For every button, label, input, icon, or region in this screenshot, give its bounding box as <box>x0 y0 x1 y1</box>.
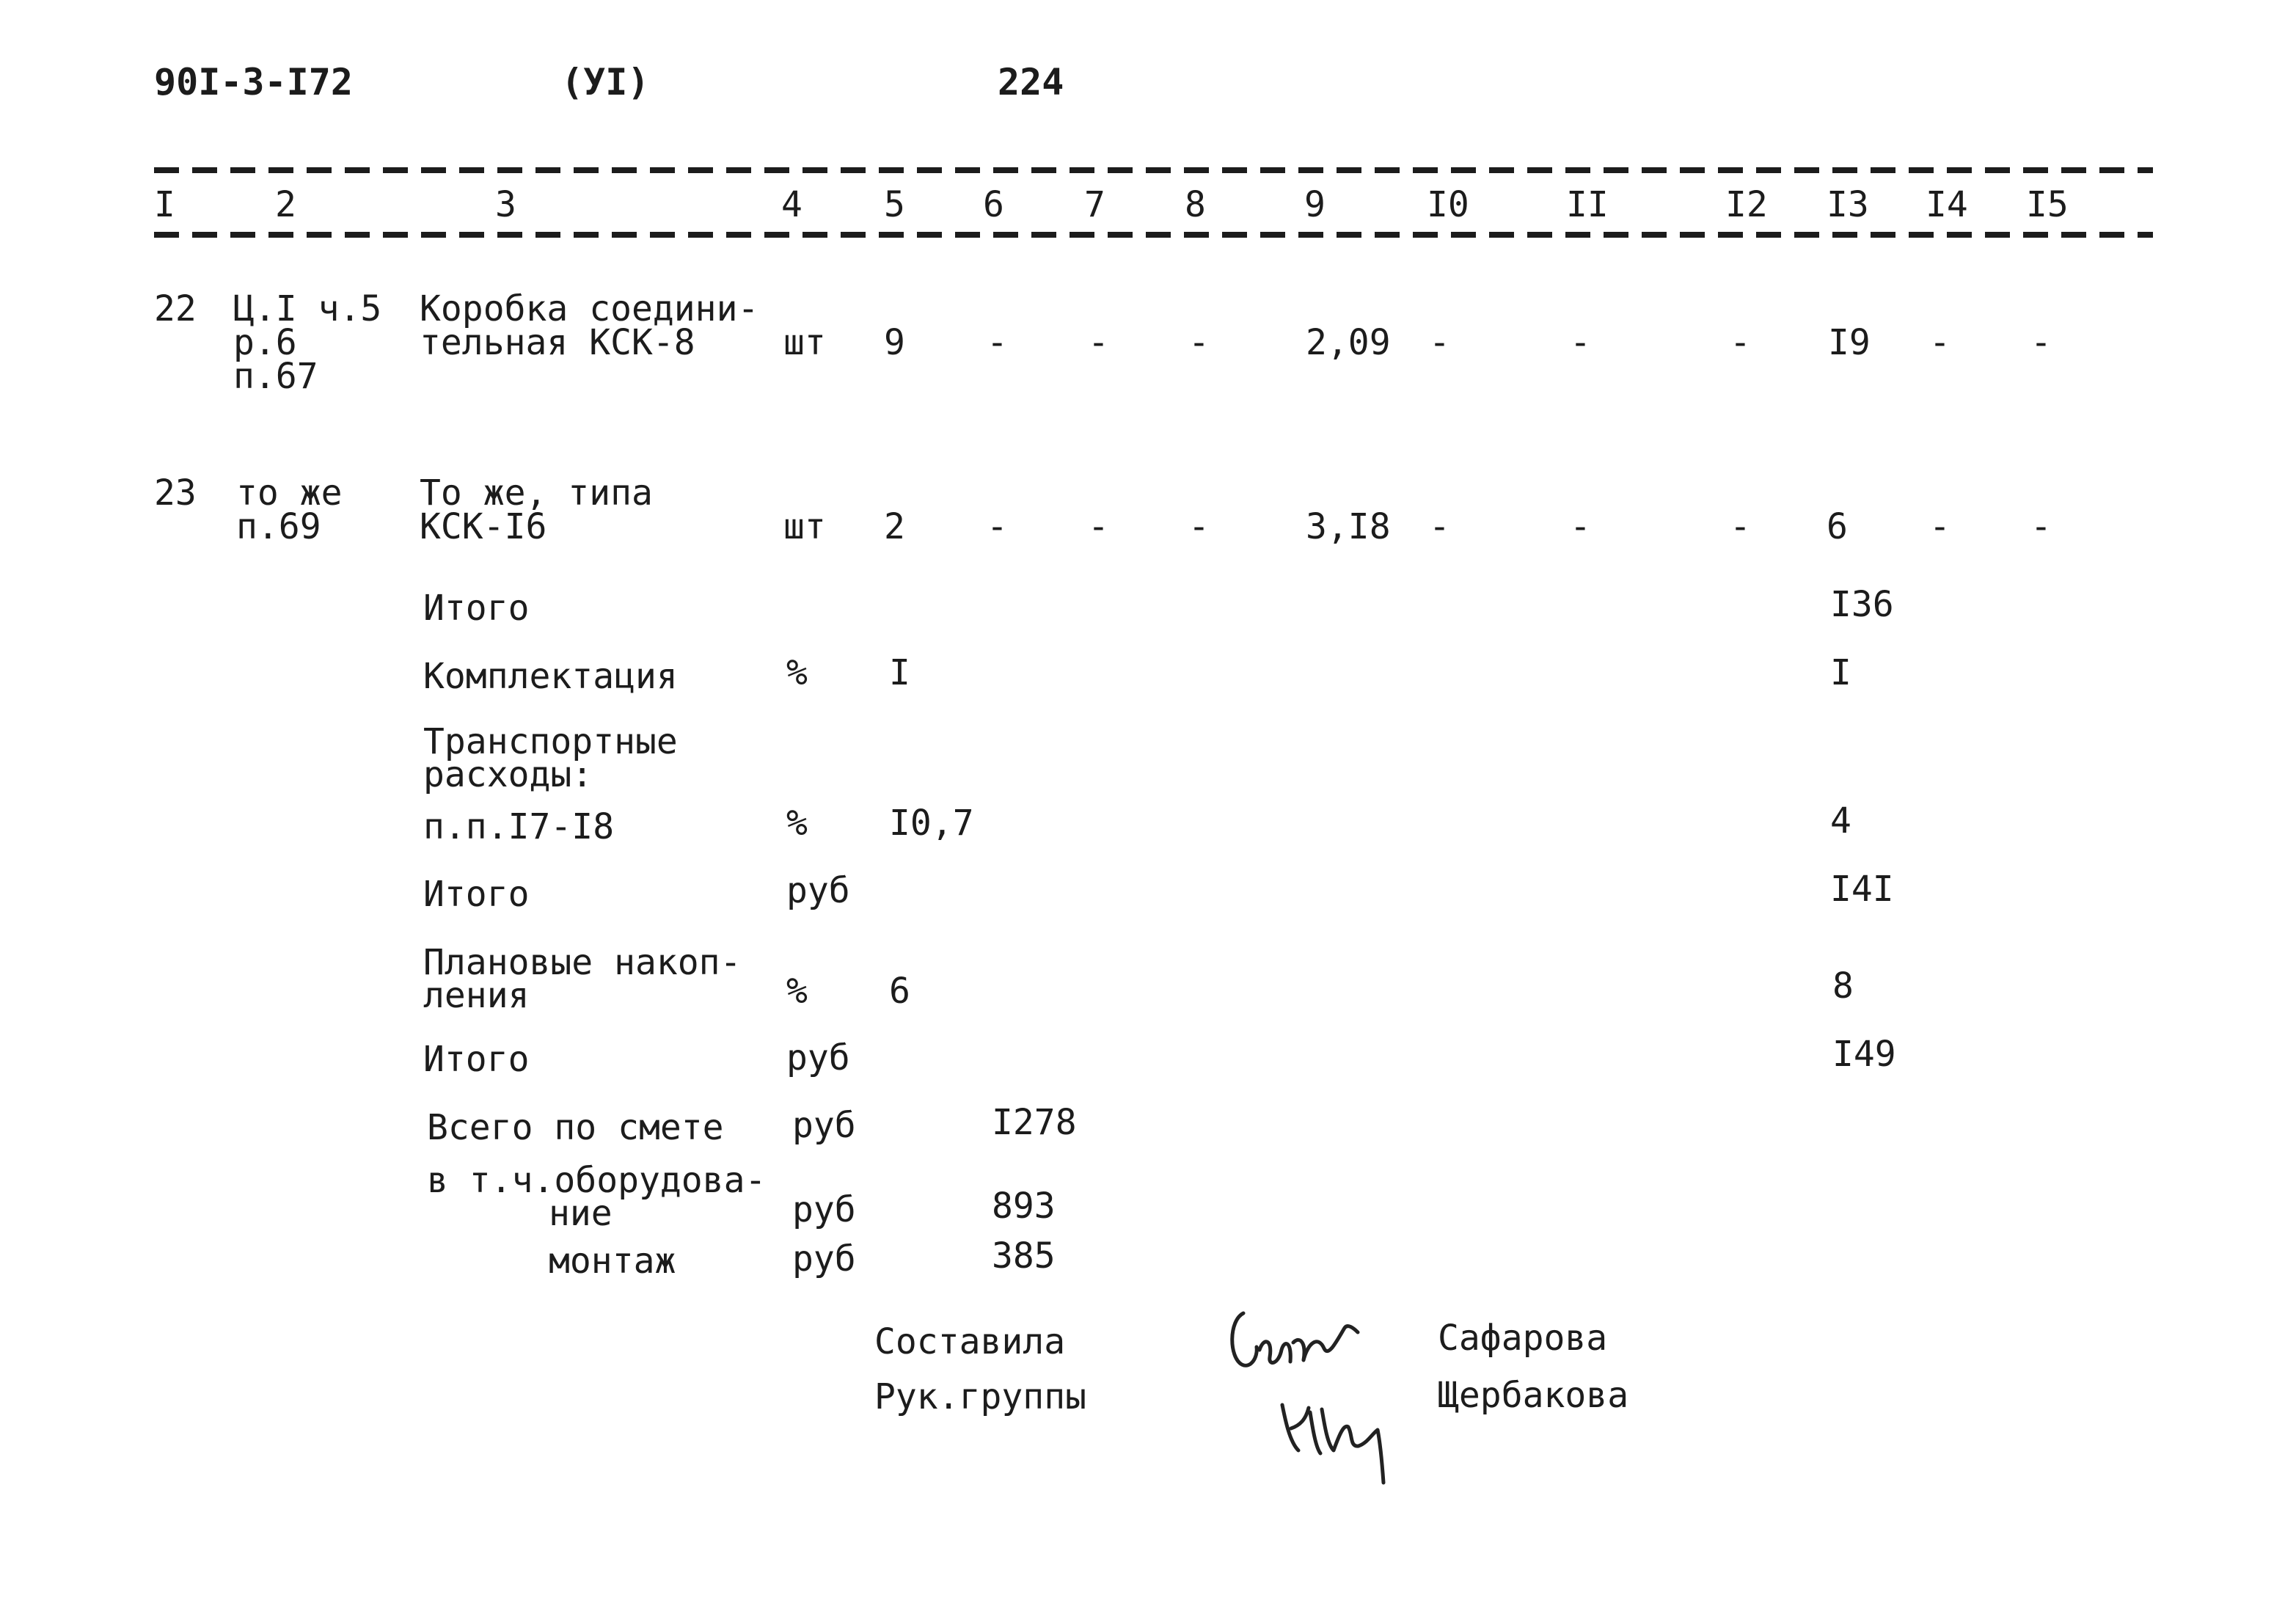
row-cell: - <box>1188 506 1210 547</box>
group-head-label: Рук.группы <box>874 1376 1086 1417</box>
row-cell: - <box>1929 322 1950 363</box>
summary-unit: руб <box>786 870 850 911</box>
handwritten-signature-group-head <box>1276 1383 1408 1486</box>
summary-label: Плановые накоп- <box>423 942 742 983</box>
estimate-mount-value: 385 <box>992 1235 1056 1277</box>
column-header: I4 <box>1926 184 1968 225</box>
summary-total: I <box>1830 652 1851 693</box>
summary-label: Транспортные <box>423 721 678 762</box>
estimate-mount-label: монтаж <box>549 1241 676 1282</box>
row-cell: - <box>1429 506 1450 547</box>
estimate-mount-unit: руб <box>792 1238 856 1279</box>
row-number: 23 <box>154 472 197 514</box>
row-name-line: То же, типа <box>420 472 653 514</box>
summary-unit: % <box>786 803 808 844</box>
row-cell: - <box>1088 506 1109 547</box>
summary-unit: руб <box>786 1037 850 1078</box>
column-header: I3 <box>1827 184 1869 225</box>
row-cell: - <box>1730 506 1751 547</box>
row-price: 3,I8 <box>1306 506 1391 547</box>
row-quantity: 9 <box>884 322 905 363</box>
summary-total: I4I <box>1830 869 1894 910</box>
row-number: 22 <box>154 288 197 329</box>
column-header: 6 <box>983 184 1004 225</box>
row-total: 6 <box>1827 506 1848 547</box>
column-header: 4 <box>781 184 802 225</box>
header-rule-bottom <box>154 232 2153 238</box>
summary-label: Итого <box>423 874 530 915</box>
row-reference-line: п.69 <box>236 506 321 547</box>
page-number: 224 <box>998 61 1064 103</box>
column-header: 2 <box>275 184 296 225</box>
row-cell: - <box>987 506 1008 547</box>
row-cell: - <box>987 322 1008 363</box>
column-header: I0 <box>1427 184 1469 225</box>
row-reference-line: то же <box>236 472 343 514</box>
column-header: I2 <box>1725 184 1768 225</box>
column-header: II <box>1566 184 1609 225</box>
row-cell: - <box>1570 506 1591 547</box>
row-cell: - <box>1088 322 1109 363</box>
header-rule-top <box>154 167 2153 173</box>
summary-unit: % <box>786 652 808 693</box>
summary-unit: % <box>786 971 808 1012</box>
column-header: 3 <box>495 184 516 225</box>
row-cell: - <box>1929 506 1950 547</box>
estimate-including-label: ние <box>549 1193 613 1234</box>
estimate-including-label: в т.ч.оборудова- <box>427 1160 767 1201</box>
column-header: I <box>154 184 175 225</box>
summary-value: 6 <box>889 971 910 1012</box>
album-number: (УI) <box>561 61 650 103</box>
summary-label: Итого <box>423 1039 530 1080</box>
row-cell: - <box>1570 322 1591 363</box>
compiled-by-label: Составила <box>874 1321 1066 1362</box>
row-cell: - <box>2030 322 2052 363</box>
row-name-line: Коробка соедини- <box>420 288 759 329</box>
row-quantity: 2 <box>884 506 905 547</box>
summary-label: Комплектация <box>423 656 678 697</box>
summary-value: I <box>889 652 910 693</box>
estimate-total-value: I278 <box>992 1102 1077 1143</box>
row-name-line: тельная КСК-8 <box>420 322 695 363</box>
column-header: 5 <box>884 184 905 225</box>
estimate-equipment-unit: руб <box>792 1189 856 1230</box>
column-header: I5 <box>2026 184 2069 225</box>
row-price: 2,09 <box>1306 322 1391 363</box>
column-header: 7 <box>1084 184 1105 225</box>
summary-total: 8 <box>1832 965 1854 1007</box>
column-header: 9 <box>1304 184 1326 225</box>
summary-label: расходы: <box>423 754 593 795</box>
row-cell: - <box>2030 506 2052 547</box>
summary-value: I0,7 <box>889 803 974 844</box>
column-header: 8 <box>1185 184 1206 225</box>
handwritten-signature-compiler <box>1221 1299 1375 1379</box>
row-cell: - <box>1730 322 1751 363</box>
row-unit: шт <box>783 322 826 363</box>
row-cell: - <box>1429 322 1450 363</box>
compiled-by-name: Сафарова <box>1438 1318 1608 1359</box>
estimate-total-label: Всего по смете <box>427 1107 724 1148</box>
summary-label: ления <box>423 975 530 1016</box>
summary-total: I36 <box>1830 584 1894 625</box>
summary-total: 4 <box>1830 800 1851 841</box>
row-reference-line: п.67 <box>233 356 318 397</box>
row-reference-line: Ц.I ч.5 <box>233 288 382 329</box>
row-name-line: КСК-I6 <box>420 506 547 547</box>
row-cell: - <box>1188 322 1210 363</box>
group-head-name: Щербакова <box>1438 1375 1629 1416</box>
document-code: 90I-3-I72 <box>154 61 353 103</box>
estimate-equipment-value: 893 <box>992 1186 1056 1227</box>
row-reference-line: р.6 <box>233 322 297 363</box>
row-total: I9 <box>1828 322 1871 363</box>
row-unit: шт <box>783 506 826 547</box>
estimate-total-unit: руб <box>792 1105 856 1146</box>
summary-label: Итого <box>423 588 530 629</box>
summary-label: п.п.I7-I8 <box>423 806 615 847</box>
summary-total: I49 <box>1832 1034 1896 1075</box>
